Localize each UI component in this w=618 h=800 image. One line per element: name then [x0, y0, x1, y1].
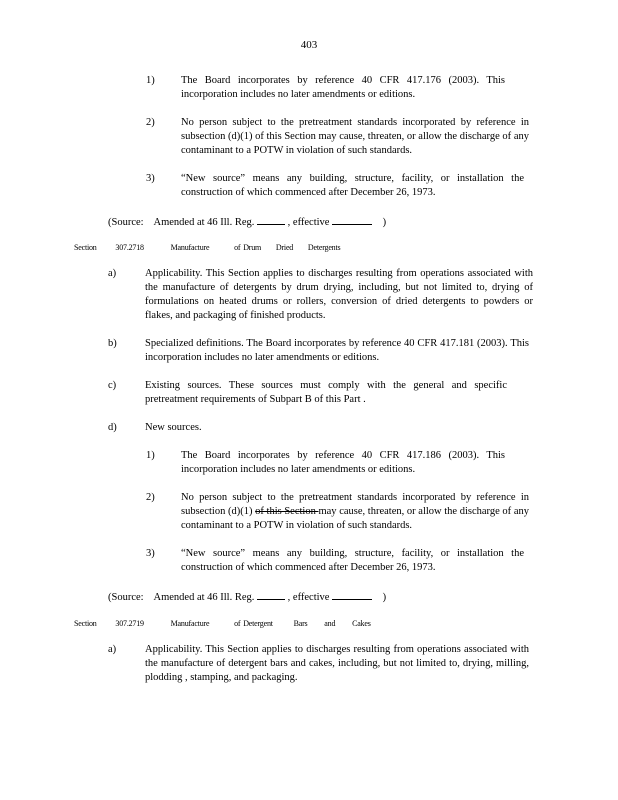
- section-title-part: Detergents: [307, 243, 341, 252]
- paragraph: [181, 491, 529, 533]
- section-title-part: Manufacture: [170, 619, 210, 628]
- paragraph: Specialized definitions. The Board incorporates by reference 40 CFR 417.181 (2003). This incorporation includes no later amendments or editions.: [145, 338, 529, 363]
- item-number: 1): [146, 75, 155, 86]
- section-title-part: of Drum: [234, 243, 262, 252]
- section-heading: [74, 241, 494, 255]
- section-title-part: of Detergent: [234, 619, 273, 628]
- struck-text: of this Section: [255, 506, 319, 517]
- source-label: (Source:: [108, 592, 144, 603]
- item-number: a): [108, 644, 117, 655]
- section-title-part: Bars: [293, 619, 308, 628]
- amended-text: Amended at 46 Ill. Reg.: [153, 592, 255, 603]
- item-number: 3): [146, 548, 155, 559]
- close-paren: ): [382, 217, 387, 228]
- item-number: a): [108, 268, 117, 279]
- paragraph: No person subject to the pretreatment standards incorporated by reference in subsection (d)(1) of this Section may cause, threaten, or allow the discharge of any contaminant to a POTW in violation of such standards.: [181, 117, 529, 156]
- paragraph: New sources.: [145, 422, 202, 433]
- section-title-part: Dried: [275, 243, 294, 252]
- text-segment: No person subject to the pretreatment standards incorporated by reference in subsection (d)(1): [181, 492, 529, 517]
- effective-text: , effective: [287, 217, 330, 228]
- item-number: c): [108, 380, 117, 391]
- item-number: d): [108, 422, 117, 433]
- close-paren: ): [382, 592, 387, 603]
- paragraph: The Board incorporates by reference 40 CFR 417.186 (2003). This incorporation includes no later amendments or editions.: [181, 450, 505, 475]
- page-number: 403: [300, 39, 318, 51]
- item-number: b): [108, 338, 117, 349]
- amended-text: Amended at 46 Ill. Reg.: [153, 217, 255, 228]
- paragraph: “New source” means any building, structure, facility, or installation the construction of which commenced after December 26, 1973.: [181, 548, 524, 573]
- paragraph: “New source” means any building, structure, facility, or installation the construction of which commenced after December 26, 1973.: [181, 173, 524, 198]
- text-segment: may cause, threaten, or allow the discharge of any contaminant to a POTW in violation of such standards.: [181, 506, 529, 531]
- effective-text: , effective: [287, 592, 330, 603]
- section-number: 307.2719: [115, 619, 144, 628]
- blank-line: [332, 588, 372, 600]
- item-number: 1): [146, 450, 155, 461]
- blank-line: [257, 213, 285, 225]
- blank-line: [332, 213, 372, 225]
- paragraph: The Board incorporates by reference 40 CFR 417.176 (2003). This incorporation includes no later amendments or editions.: [181, 75, 505, 100]
- section-title-part: Cakes: [352, 619, 371, 628]
- section-heading: [74, 617, 494, 631]
- item-number: 2): [146, 492, 155, 503]
- source-note: [108, 588, 528, 605]
- section-title-part: and: [324, 619, 336, 628]
- blank-line: [257, 588, 285, 600]
- source-label: (Source:: [108, 217, 144, 228]
- item-number: 2): [146, 117, 155, 128]
- source-note: [108, 213, 528, 230]
- item-number: 3): [146, 173, 155, 184]
- section-number: 307.2718: [115, 243, 144, 252]
- paragraph: Applicability. This Section applies to discharges resulting from operations associated with the manufacture of detergent bars and cakes, including, but not limited to, drying, milling, plodding , stamping, and packaging.: [145, 644, 529, 683]
- section-title-part: Manufacture: [170, 243, 210, 252]
- paragraph: Applicability. This Section applies to discharges resulting from operations associated with the manufacture of detergents by drum drying, including, but not limited to, drying of formulations on heated drums or rollers, conversion of dried detergents to powders or flakes, and packaging of finished products.: [145, 268, 533, 321]
- paragraph: Existing sources. These sources must comply with the general and specific pretreatment requirements of Subpart B of this Part .: [145, 380, 507, 405]
- section-label: Section: [74, 243, 97, 252]
- section-label: Section: [74, 619, 97, 628]
